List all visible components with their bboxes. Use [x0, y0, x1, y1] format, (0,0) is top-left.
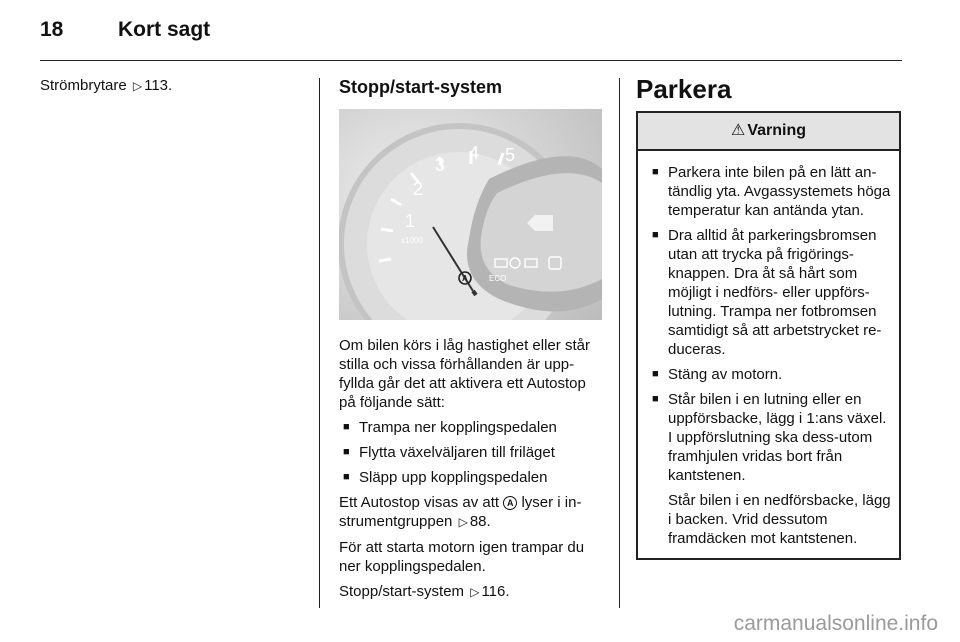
ref-page[interactable]: 88. [469, 513, 491, 530]
page-ref-icon: ▷ [458, 515, 468, 529]
list-item: ■ Står bilen i en lutning eller en uppförsbacke, lägg i 1:ans växel. I uppförslutning ska dess-utom framhjulen vridas bort från kantstenen. [648, 390, 891, 485]
warning-box [636, 111, 901, 560]
list-item: ■ Släpp upp kopplingspedalen [339, 468, 604, 487]
ref-text: Stopp/start-system [339, 583, 465, 600]
page-number: 18 [40, 18, 64, 41]
column-divider-2 [619, 78, 620, 608]
gauge-number-5: 5 [505, 145, 516, 165]
section-heading: Stopp/start-system [339, 77, 503, 97]
autostop-text-b: lyser i in-strumentgruppen [339, 494, 582, 530]
autostop-indicator-paragraph [339, 493, 604, 532]
header-rule [40, 60, 902, 61]
gauge-rpm-label: x1000 [401, 236, 423, 245]
list-item: ■ Parkera inte bilen på en lätt an-tändlig yta. Avgassystemets höga temperatur kan antända ytan. [648, 163, 891, 220]
watermark: carmanualsonline.info [733, 612, 938, 635]
gauge-eco-label: ECO [489, 274, 507, 283]
ref-page[interactable]: 116. [481, 583, 510, 600]
warning-list [648, 163, 891, 485]
page-title: Kort sagt [118, 18, 211, 41]
gauge-number-3: 3 [435, 155, 446, 175]
autostop-icon: A [503, 496, 517, 510]
intro-paragraph: Om bilen körs i låg hastighet eller står stilla och vissa förhållanden är upp-fyllda går det att aktivera ett Autostop på följande sätt: [339, 337, 590, 411]
column-3 [636, 76, 901, 560]
continuation-paragraph: Står bilen i en nedförsbacke, lägg i backen. Vrid dessutom framdäcken mot kantstenen. [668, 492, 891, 547]
restart-paragraph: För att starta motorn igen trampar du ner kopplingspedalen. [339, 539, 585, 575]
warning-header [638, 113, 899, 151]
column-1 [40, 76, 302, 102]
ref-text: Strömbrytare [40, 77, 127, 94]
warning-body [638, 151, 899, 558]
page-header [40, 18, 210, 42]
column-divider-1 [319, 78, 320, 608]
gauge-number-1: 1 [405, 211, 416, 231]
gauge-number-4: 4 [469, 143, 480, 163]
warning-title: Varning [747, 122, 807, 139]
page-ref-icon: ▷ [132, 79, 143, 93]
instrument-cluster-image [339, 109, 602, 320]
page-ref-icon: ▷ [470, 585, 480, 599]
list-item: ■ Dra alltid åt parkeringsbromsen utan att trycka på frigörings-knappen. Dra åt så hårt som möjligt i nedförs- eller uppförs-lutning. Trampa ner fotbromsen samtidigt så att arbetstrycket re-duceras. [648, 226, 891, 359]
autostop-steps [339, 418, 604, 487]
ref-page[interactable]: 113. [144, 77, 173, 94]
gauge-number-2: 2 [413, 179, 424, 199]
list-item: ■ Flytta växelväljaren till friläget [339, 443, 604, 462]
strombrytare-ref [40, 76, 302, 96]
warning-icon: ⚠ [730, 122, 746, 139]
section-heading: Parkera [636, 74, 732, 104]
stopstart-ref [339, 582, 604, 602]
autostop-text-a: Ett Autostop visas av att [339, 494, 500, 511]
gauge-autostop-letter: A [462, 274, 468, 283]
list-item: ■ Stäng av motorn. [648, 365, 891, 384]
column-2 [339, 76, 604, 608]
list-item: ■ Trampa ner kopplingspedalen [339, 418, 604, 437]
